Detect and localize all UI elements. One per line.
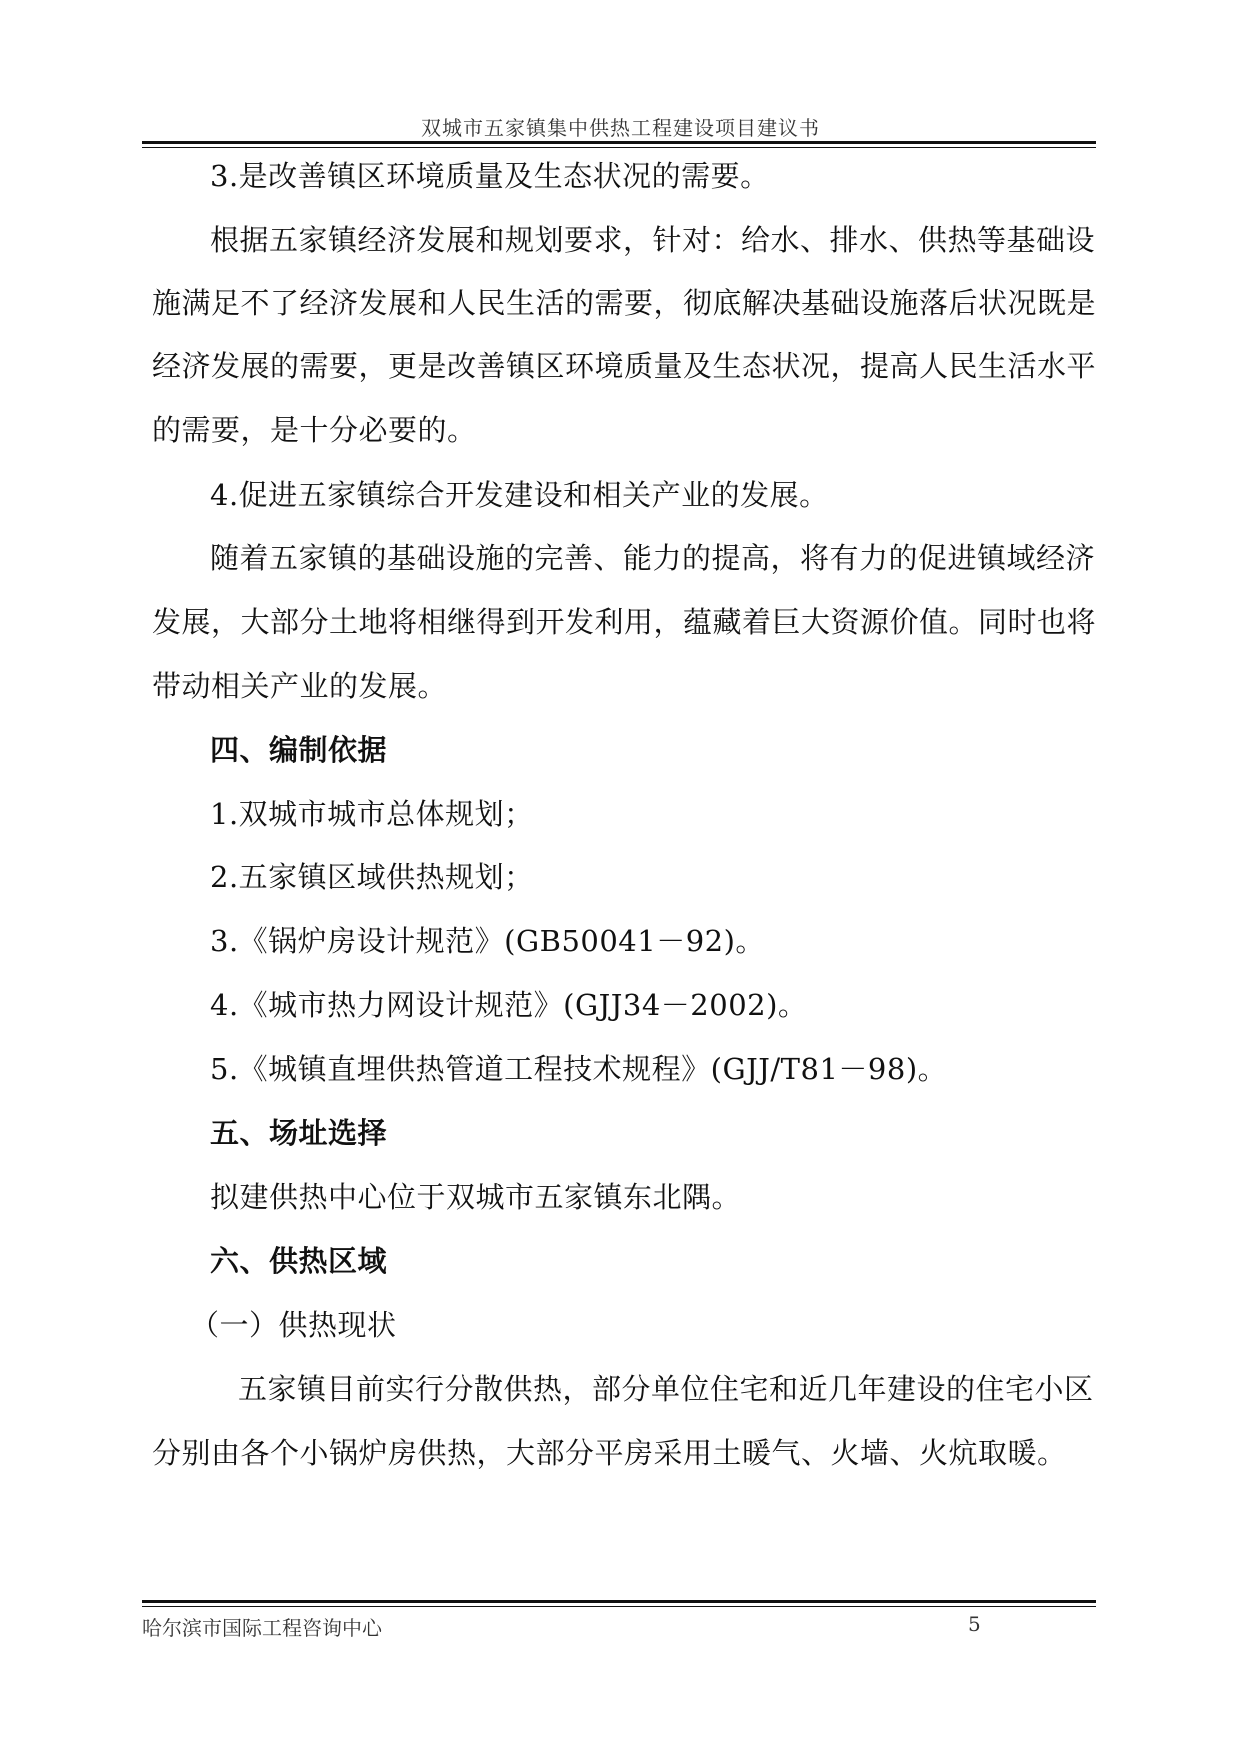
section-heading-4: 四、编制依据: [210, 733, 388, 767]
basis-item: 5.《城镇直埋供热管道工程技术规程》(GJJ/T81－98)。: [210, 1052, 948, 1086]
paragraph-line: 分别由各个小锅炉房供热，大部分平房采用土暖气、火墙、火炕取暖。: [152, 1436, 1067, 1470]
header-rule-thin: [142, 147, 1096, 148]
page-number: 5: [968, 1612, 981, 1636]
section-heading-6: 六、供热区域: [210, 1244, 388, 1278]
paragraph-site: 拟建供热中心位于双城市五家镇东北隅。: [210, 1180, 742, 1214]
basis-item: 3.《锅炉房设计规范》(GB50041－92)。: [210, 924, 765, 958]
basis-item: 2.五家镇区域供热规划；: [210, 860, 534, 894]
paragraph-line: 五家镇目前实行分散供热，部分单位住宅和近几年建设的住宅小区: [238, 1372, 1094, 1406]
paragraph-item-4: 4.促进五家镇综合开发建设和相关产业的发展。: [210, 478, 829, 512]
paragraph-item-3: 3.是改善镇区环境质量及生态状况的需要。: [210, 159, 770, 193]
footer-rule-thin: [142, 1606, 1096, 1607]
paragraph-line: 随着五家镇的基础设施的完善、能力的提高，将有力的促进镇域经济: [210, 541, 1096, 575]
subsection-heading: （一）供热现状: [190, 1308, 397, 1342]
basis-item: 1.双城市城市总体规划；: [210, 797, 534, 831]
paragraph-line: 带动相关产业的发展。: [152, 669, 448, 703]
paragraph-line: 发展，大部分土地将相继得到开发利用，蕴藏着巨大资源价值。同时也将: [152, 605, 1097, 639]
document-title: 双城市五家镇集中供热工程建设项目建议书: [421, 116, 820, 140]
basis-item: 4.《城市热力网设计规范》(GJJ34－2002)。: [210, 988, 808, 1022]
footer-organization: 哈尔滨市国际工程咨询中心: [142, 1616, 382, 1640]
section-heading-5: 五、场址选择: [210, 1116, 388, 1150]
header-rule-thick: [142, 141, 1096, 144]
paragraph-line: 根据五家镇经济发展和规划要求，针对：给水、排水、供热等基础设: [210, 223, 1096, 257]
paragraph-line: 经济发展的需要，更是改善镇区环境质量及生态状况，提高人民生活水平: [152, 349, 1097, 383]
paragraph-line: 的需要，是十分必要的。: [152, 413, 477, 447]
paragraph-line: 施满足不了经济发展和人民生活的需要，彻底解决基础设施落后状况既是: [152, 286, 1097, 320]
footer-rule-thick: [142, 1600, 1096, 1603]
